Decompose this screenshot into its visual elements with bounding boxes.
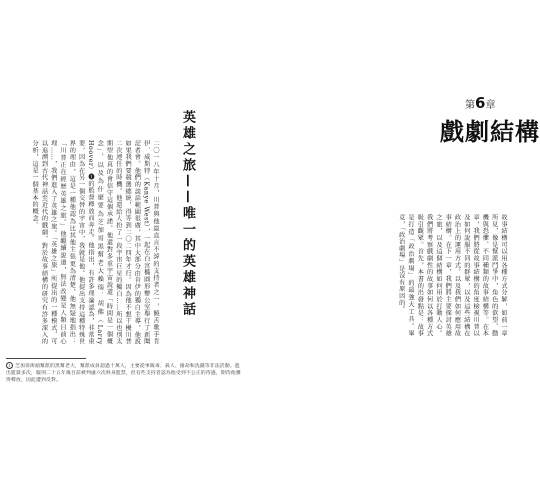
chapter-label [465,94,495,112]
chapter-title: 戲劇結構 [440,118,540,146]
right-page [262,40,540,460]
left-page [6,40,256,460]
footnote-marker-icon: 1 [6,362,13,369]
footnote [6,362,241,384]
right-body-text: 故事結構可以用各種方式分解，如前一章所見，像是幫派鬥爭中，角色的欲望、動機與恐懼、不同種類的故事結構等。在本章，我們將從故事結構的角度檢視川普以及如何說服不同的群眾，以及這些結構在政治上的運用方式。以及我們如何應用故事結構。在下一章，我們將主要探討英雄之旅，以及這個結構如何用於打動人心。我們將考察戲劇性的故事如何以各種方式吸引觀眾。首先，本書的出發點是：故事是打造「政治劇場」的最強大工具。畢竟，「政治劇場」是沒有原因的。 [397,214,507,337]
chapter-number: 6 [475,94,486,112]
chapter-label-suffix: 章 [485,100,496,111]
footnote-text: 芝加哥街頭幫派的黑幫老大，幫派成員超過十萬人，主要從事販毒、殺人、搶劫和洗錢等非法活動。進出監獄多次，服刑二十五年後目前被判處六次終身監禁，但有些支持者認為他受到不公正的待遇，期待他獲得釋放，因此遭到反對。 [6,364,241,383]
chapter-label-prefix: 第 [465,100,475,111]
left-body-text: 二〇一八年十月，川普與他最直言不諱的支持者之一，饒舌歌手肯伊．威斯特（Kanye West），一起在白宮橢圓形辦公室舉行了新聞記者會。他們的談話範圍很廣，其中大部分由肯伊的獨白主導，他說如果我們要競選總統，得等到二〇二四年才行。因為他不想干擾川普二次連任的時機。他還給人扮了一段宇宙巨星的獨白……所以也別太期望他真的會信守這個承諾。他還對多重宇宙說道「時間是一個概念」，以及為什麼要為芝加哥黑幫老大賴瑞．胡佛（Larry Hoover）❶的監督釋放而奔走。他指出，有許多理論認為，非常重要，因為在另一個交替的宇宙中，我就是他。他提出支持這種特殊世界的理由，這是一種他認為比其他主張更為清楚，他無疑地指出：「川普正在經歷英雄之旅。」他繼續說道，無法改變是人類目前心理……，我們進入了英雄之旅。「英雄之旅」所提出的一種模式，可以追溯到古代神話至近代的戲劇，對於故事結構的研究有許多深入的分析，這是一個基本的概念。 [31,140,159,345]
footnote-divider [6,358,86,359]
section-title: 英雄之旅——唯一的英雄神話 [180,110,195,318]
